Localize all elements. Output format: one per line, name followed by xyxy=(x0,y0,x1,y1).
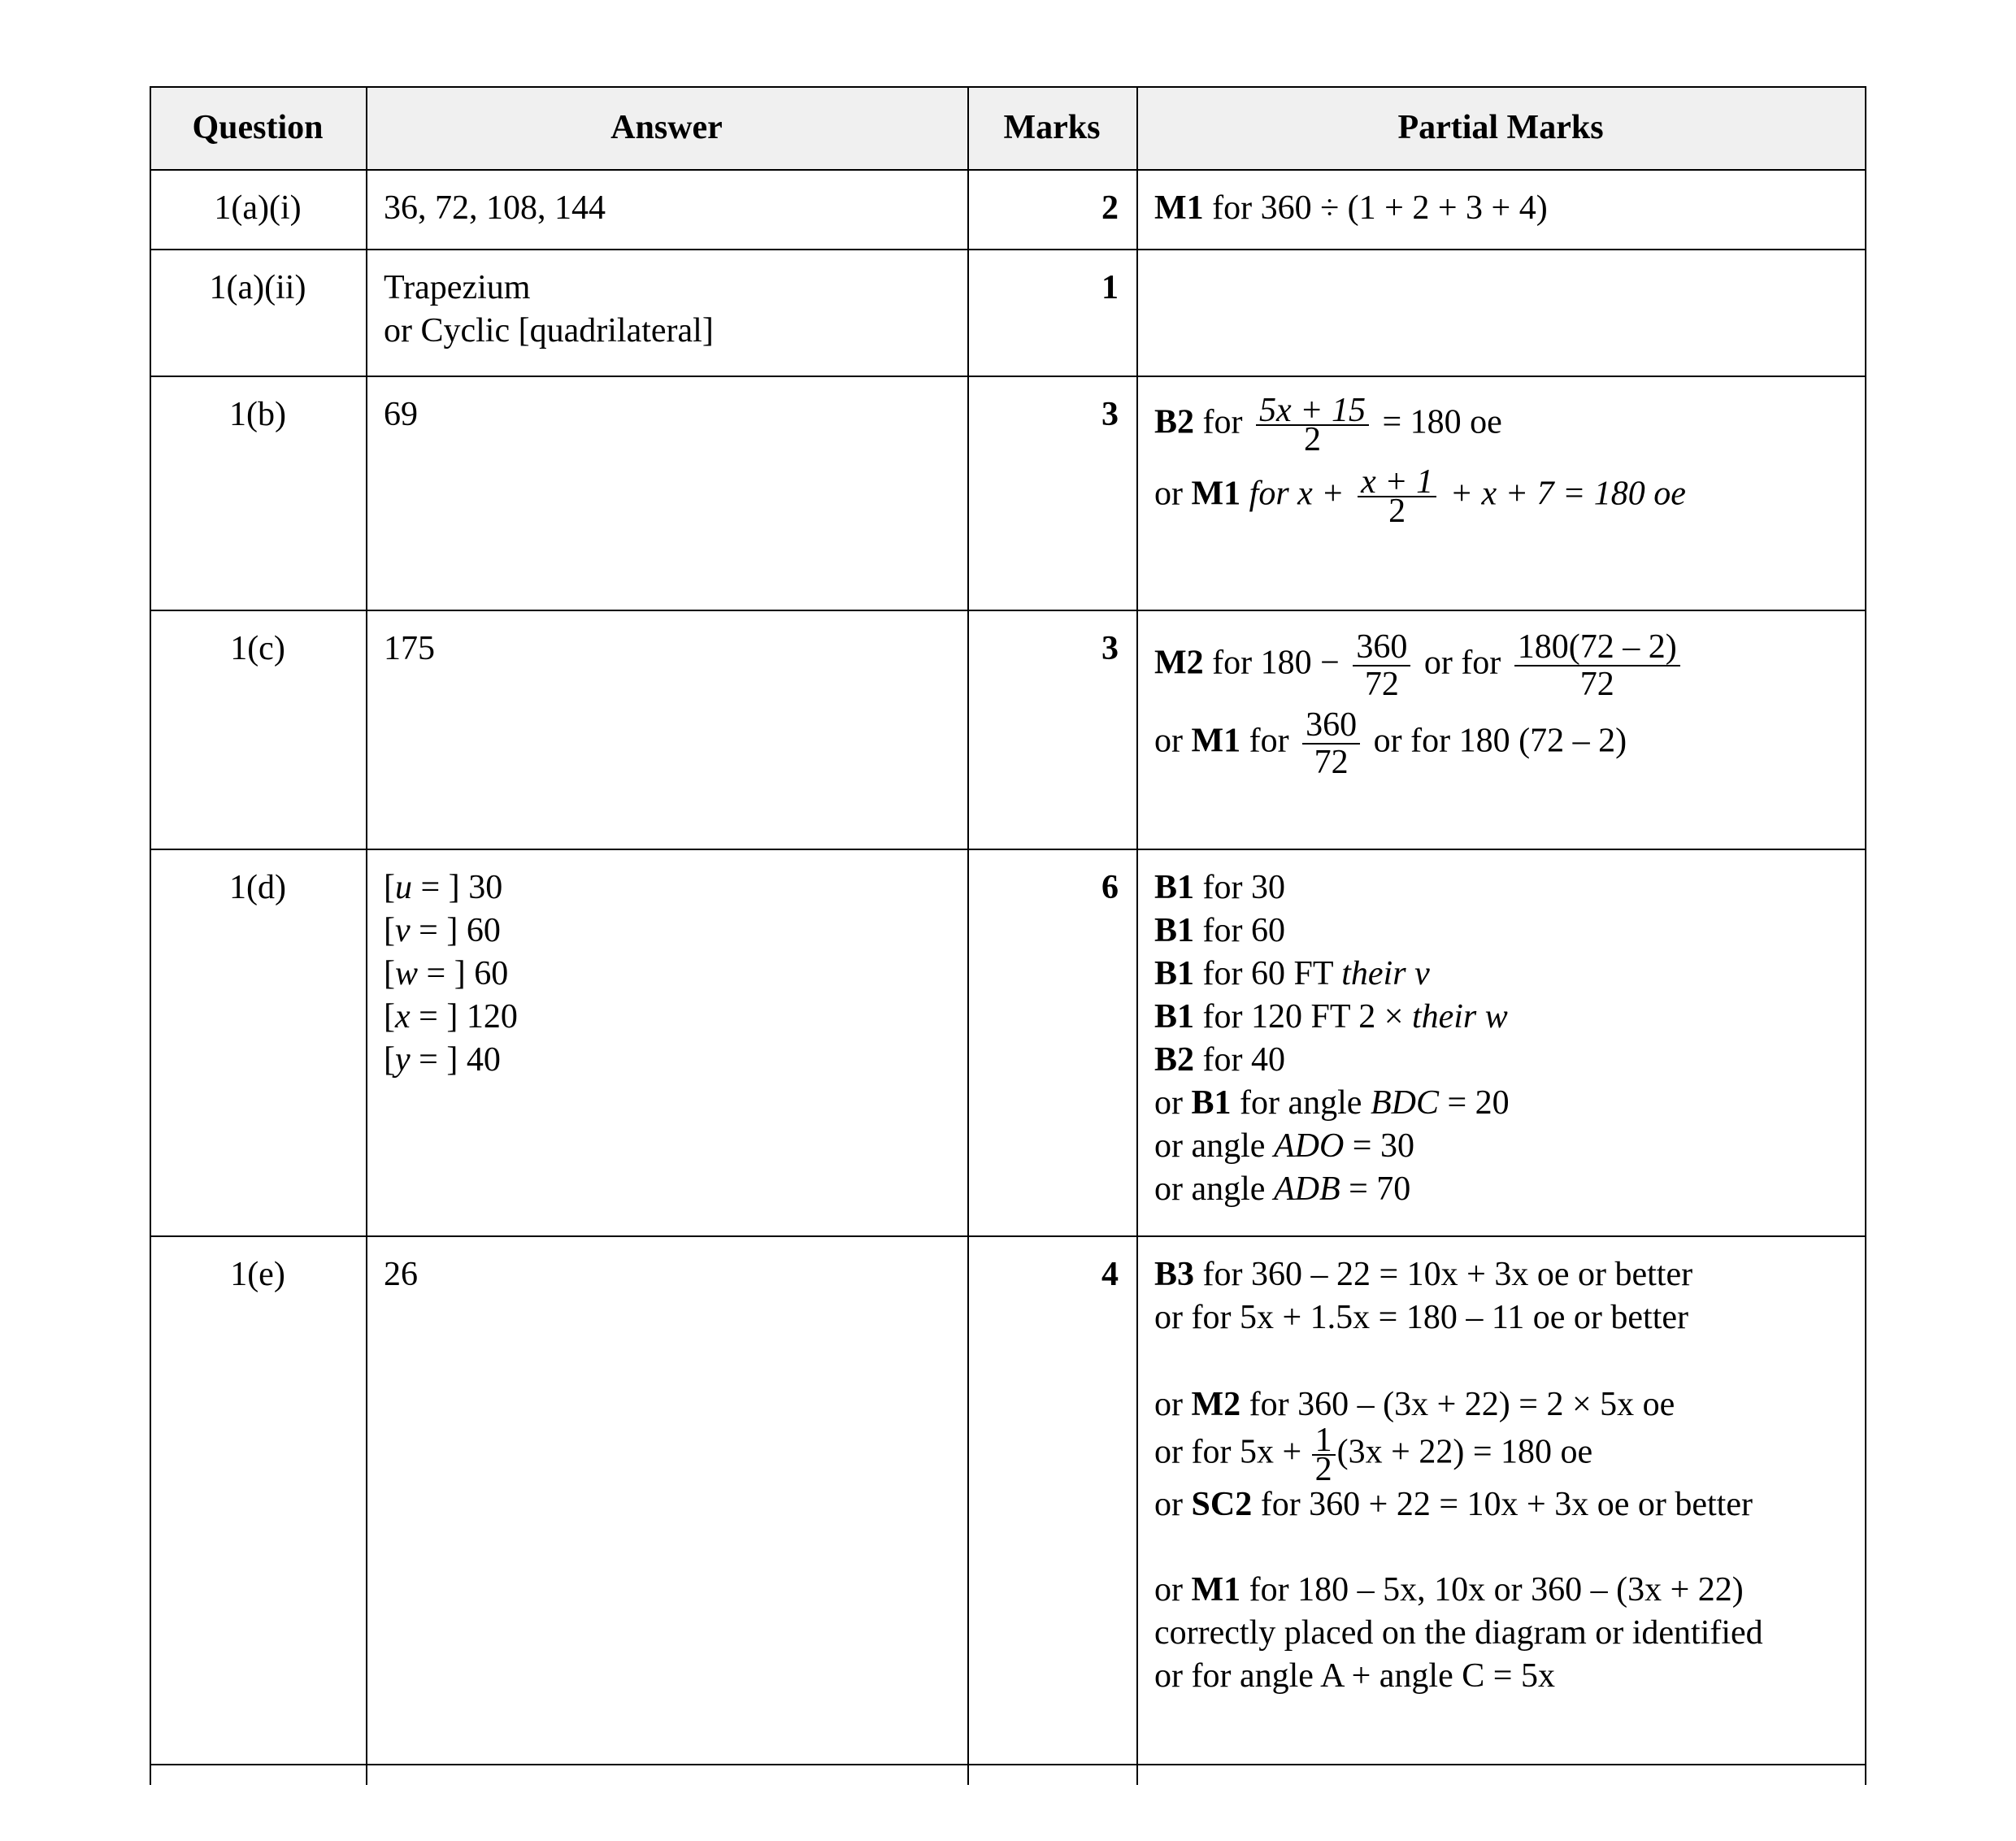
partial-text: for x + xyxy=(1240,475,1353,513)
rule xyxy=(150,169,1866,171)
partial-text: or for 5x + 1.5x = 180 – 11 oe or better xyxy=(1154,1299,1689,1336)
partial-text: = 70 xyxy=(1340,1170,1411,1208)
header-marks: Marks xyxy=(1003,109,1101,146)
rule xyxy=(150,86,151,1785)
variable-name: v xyxy=(395,912,411,949)
answer-cell: 26 xyxy=(384,1256,418,1293)
partial-text: or for xyxy=(1415,644,1510,682)
fraction-denominator: 2 xyxy=(1303,421,1321,458)
partial-text-italic: BDC xyxy=(1370,1084,1439,1122)
mark-code: B1 xyxy=(1191,1084,1232,1122)
question-cell: 1(b) xyxy=(229,396,286,433)
partial-text: or xyxy=(1154,1084,1192,1122)
partial-text: for xyxy=(1240,722,1298,760)
answer-value: 40 xyxy=(466,1041,501,1079)
answer-line: Trapezium xyxy=(384,269,531,306)
mark-code: B1 xyxy=(1154,912,1195,949)
fraction-denominator: 2 xyxy=(1388,493,1406,530)
fraction xyxy=(1353,629,1410,702)
marks-cell: 3 xyxy=(1101,630,1119,667)
fraction xyxy=(1302,707,1360,780)
question-cell: 1(a)(ii) xyxy=(209,269,306,306)
fraction xyxy=(1312,1422,1336,1488)
mark-code: B1 xyxy=(1154,998,1195,1036)
partial-text: or angle xyxy=(1154,1127,1274,1165)
answer-line: [v = ] 60 xyxy=(384,912,501,949)
partial-text: or xyxy=(1154,722,1192,760)
fraction-denominator: 72 xyxy=(1314,744,1349,781)
partial-text: for 360 ÷ (1 + 2 + 3 + 4) xyxy=(1203,189,1548,227)
answer-line: [x = ] 120 xyxy=(384,998,518,1036)
variable-name: w xyxy=(395,955,419,992)
answer-cell xyxy=(384,267,714,353)
fraction-numerator: 5x + 15 xyxy=(1256,397,1369,426)
answer-value: 60 xyxy=(474,955,509,992)
question-cell: 1(a)(i) xyxy=(214,189,302,227)
marks-cell: 4 xyxy=(1101,1256,1119,1293)
fraction-denominator: 72 xyxy=(1579,666,1614,703)
partial-text: (3x + 22) = 180 oe xyxy=(1336,1433,1593,1471)
partial-marks-cell xyxy=(1154,392,1686,530)
partial-text: for xyxy=(1194,403,1251,441)
partial-text: for 360 – 22 = 10x + 3x oe or better xyxy=(1194,1256,1693,1293)
marks-cell: 6 xyxy=(1101,869,1119,906)
partial-text: or xyxy=(1154,1486,1192,1523)
fraction-denominator: 72 xyxy=(1364,666,1399,703)
partial-text: for 30 xyxy=(1194,869,1285,906)
partial-text: or for 180 (72 – 2) xyxy=(1365,722,1627,760)
fraction-numerator: 360 xyxy=(1353,629,1410,666)
header-answer: Answer xyxy=(610,109,723,146)
variable-name: u xyxy=(395,869,412,906)
partial-text: or xyxy=(1154,475,1192,513)
partial-text: for 120 FT 2 × xyxy=(1194,998,1412,1036)
partial-text: or xyxy=(1154,1571,1192,1609)
partial-text-italic: ADO xyxy=(1273,1127,1345,1165)
fraction-denominator: 2 xyxy=(1314,1451,1332,1488)
mark-code: M1 xyxy=(1191,722,1241,760)
question-cell: 1(d) xyxy=(229,869,286,906)
partial-marks-cell xyxy=(1154,866,1510,1211)
partial-text: or angle xyxy=(1154,1170,1274,1208)
rule xyxy=(150,249,1866,250)
partial-text: for 60 xyxy=(1194,912,1285,949)
mark-code: M1 xyxy=(1191,1571,1241,1609)
rule xyxy=(967,86,969,1785)
partial-text: + x + 7 = 180 oe xyxy=(1441,475,1686,513)
answer-cell: 69 xyxy=(384,396,418,433)
mark-code: B1 xyxy=(1154,869,1195,906)
mark-code: M2 xyxy=(1191,1386,1241,1423)
answer-line: or Cyclic [quadrilateral] xyxy=(384,312,714,350)
partial-text: for 60 FT xyxy=(1194,955,1342,992)
rule xyxy=(366,86,367,1785)
rule xyxy=(150,610,1866,611)
answer-value: 120 xyxy=(466,998,518,1036)
mark-code: M1 xyxy=(1191,475,1241,513)
rule xyxy=(1136,86,1138,1785)
answer-cell: 36, 72, 108, 144 xyxy=(384,189,606,227)
mark-code: B3 xyxy=(1154,1256,1195,1293)
partial-text: for 360 – (3x + 22) = 2 × 5x oe xyxy=(1240,1386,1675,1423)
partial-text: correctly placed on the diagram or identified xyxy=(1154,1614,1763,1652)
fraction xyxy=(1514,629,1680,702)
mark-code: M2 xyxy=(1154,644,1204,682)
rule xyxy=(150,849,1866,850)
fraction-numerator: 180(72 – 2) xyxy=(1514,629,1680,666)
fraction-numerator: 1 xyxy=(1312,1426,1336,1456)
marks-cell: 1 xyxy=(1101,269,1119,306)
mark-code: SC2 xyxy=(1191,1486,1253,1523)
question-cell: 1(c) xyxy=(230,630,285,667)
mark-code: M1 xyxy=(1154,189,1204,227)
rule xyxy=(150,376,1866,377)
mark-code: B2 xyxy=(1154,403,1195,441)
partial-text: = 180 oe xyxy=(1373,403,1502,441)
mark-scheme-table xyxy=(150,86,1866,1785)
mark-code: B1 xyxy=(1154,955,1195,992)
answer-line: [w = ] 60 xyxy=(384,955,509,992)
fraction-numerator: 360 xyxy=(1302,707,1360,745)
fraction xyxy=(1358,463,1436,530)
partial-text-italic: ADB xyxy=(1273,1170,1340,1208)
partial-text-italic: their v xyxy=(1341,955,1430,992)
marks-cell: 3 xyxy=(1101,396,1119,433)
partial-text: or for angle A + angle C = 5x xyxy=(1154,1657,1555,1695)
rule xyxy=(1865,86,1866,1785)
answer-line: [u = ] 30 xyxy=(384,869,503,906)
answer-line: [y = ] 40 xyxy=(384,1041,501,1079)
partial-text: or for 5x + xyxy=(1154,1433,1310,1471)
header-question: Question xyxy=(192,109,324,146)
variable-name: x xyxy=(395,998,411,1036)
answer-cell xyxy=(384,866,518,1082)
question-cell: 1(e) xyxy=(230,1256,285,1293)
fraction xyxy=(1256,392,1369,458)
marks-cell: 2 xyxy=(1101,189,1119,227)
partial-text: or xyxy=(1154,1386,1192,1423)
partial-marks-cell xyxy=(1154,1253,1763,1698)
partial-text: for angle xyxy=(1231,1084,1371,1122)
answer-cell: 175 xyxy=(384,630,435,667)
rule xyxy=(150,1235,1866,1237)
partial-text: for 360 + 22 = 10x + 3x oe or better xyxy=(1252,1486,1753,1523)
answer-value: 60 xyxy=(466,912,501,949)
partial-text: = 20 xyxy=(1438,1084,1510,1122)
partial-text: = 30 xyxy=(1344,1127,1414,1165)
mark-code: B2 xyxy=(1154,1041,1195,1079)
rule xyxy=(150,1764,1866,1765)
partial-marks-cell xyxy=(1154,629,1685,780)
partial-marks-cell xyxy=(1154,187,1548,230)
fraction-numerator: x + 1 xyxy=(1358,468,1436,497)
answer-value: 30 xyxy=(468,869,503,906)
partial-text: for 180 – 5x, 10x or 360 – (3x + 22) xyxy=(1240,1571,1744,1609)
partial-text: for 180 − xyxy=(1203,644,1349,682)
header-partial-marks: Partial Marks xyxy=(1397,109,1604,146)
partial-text-italic: their w xyxy=(1411,998,1508,1036)
variable-name: y xyxy=(395,1041,411,1079)
partial-text: for 40 xyxy=(1194,1041,1285,1079)
